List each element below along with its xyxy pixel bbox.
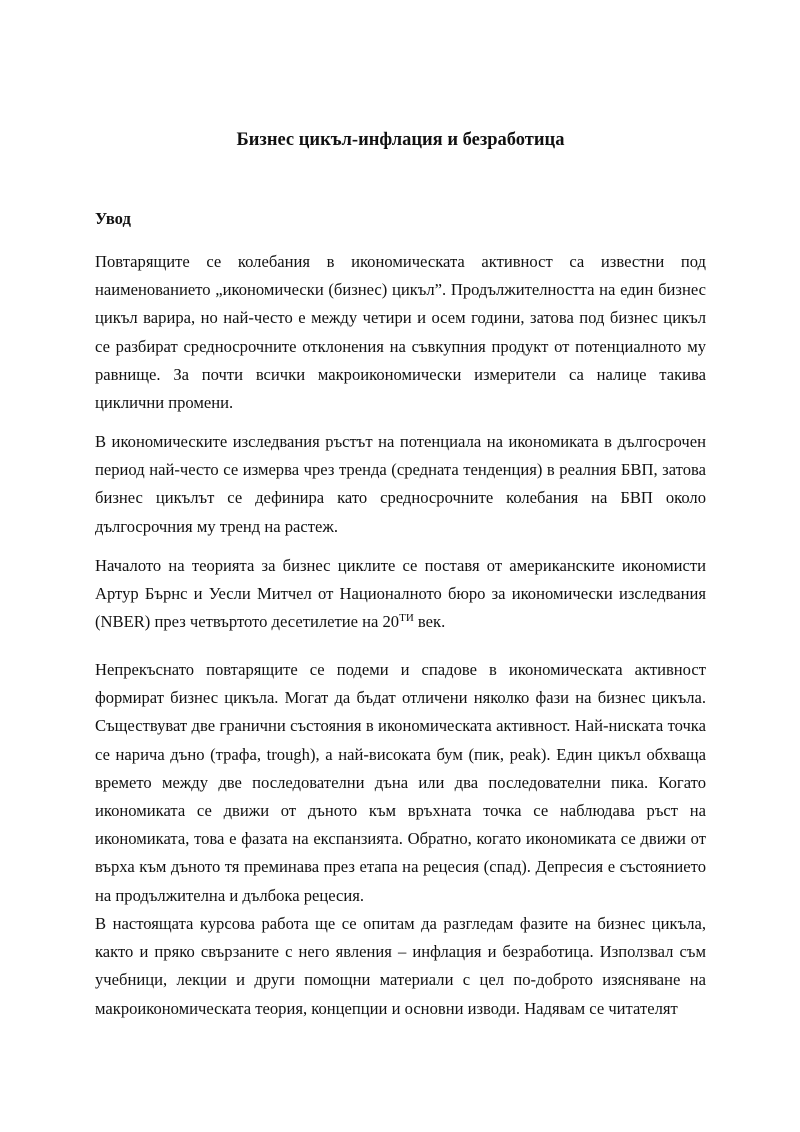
century-ordinal-superscript: ТИ — [399, 612, 414, 625]
paragraph-theory-origin-tail: век. — [413, 612, 446, 632]
section-heading-introduction: Увод — [95, 209, 131, 228]
document-title: Бизнес цикъл-инфлация и безработица — [236, 130, 565, 150]
paragraph-coursework-purpose: В настоящата курсова работа ще се опитам да разгледам фазите на бизнес цикъла, както и пряко свързаните с него явления – инфлация и безработица. Използвал съм учебници, лекции и други помощни материали с цел по-доброто изясняване на макроикономическата теория, концепции и основни изводи. Надявам се читателят — [95, 914, 706, 1018]
paragraph-business-cycle-definition: Повтарящите се колебания в икономическата активност са известни под наименованието „икономически (бизнес) цикъл”. Продължителността на един бизнес цикъл варира, но най-често е между четири и осем години, затова под бизнес цикъл се разбират средносрочните отклонения на съвкупния продукт от потенциалното му равнище. За почти всички макроикономически измерители са налице такива циклични промени. — [95, 252, 706, 413]
paragraph-cycle-phases: Непрекъснато повтарящите се подеми и спадове в икономическата активност формират бизнес цикъла. Могат да бъдат отличени няколко фази на бизнес цикъла. Съществуват две гранични състояния в икономическата активност. Най-ниската точка се нарича дъно (трафа, trough), а най-високата бум (пик, peak). Един цикъл обхваща времето между две последователни дъна или два последователни пика. Когато икономиката се движи от дъното към връхната точка се наблюдава ръст на икономиката, това е фазата на експанзията. Обратно, когато икономиката се движи от върха към дъното тя преминава през етапа на рецесия (спад). Депресия е състоянието на продължителна и дълбока рецесия. — [95, 660, 706, 905]
paragraph-theory-origin — [95, 552, 706, 637]
paragraph-theory-origin-text: Началото на теорията за бизнес циклите се поставя от американските икономисти Артур Бърнс и Уесли Митчел от Националното бюро за икономически изследвания (NBER) през четвъртото десетилетие на 20 — [95, 556, 706, 632]
paragraph-potential-growth-trend: В икономическите изследвания ръстът на потенциала на икономиката в дългосрочен период най-често се измерва чрез тренда (средната тенденция) в реалния БВП, затова бизнес цикълът се дефинира като средносрочните колебания на БВП около дългосрочния му тренд на растеж. — [95, 432, 706, 536]
